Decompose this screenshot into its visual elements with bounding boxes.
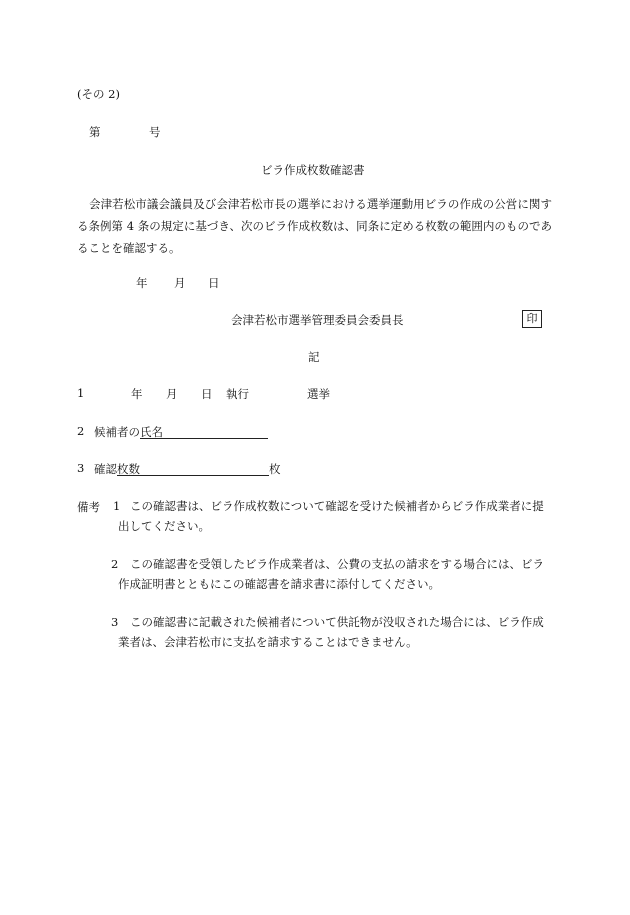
item2-number: 2 — [77, 424, 85, 438]
date-year: 年 — [136, 276, 148, 290]
note2-number: 2 — [111, 557, 119, 571]
item3-unit: 枚 — [269, 462, 281, 476]
date-month: 月 — [174, 276, 186, 290]
item1-year: 年 — [131, 387, 143, 401]
item2-label-underlined: 氏名 — [140, 425, 163, 439]
item3-label-prefix: 確認 — [94, 462, 117, 476]
note2-text: この確認書を受領したビラ作成業者は、公費の支払の請求をする場合には、ビラ作成証明書とともにこの確認書を請求書に添付してください。 — [118, 557, 544, 591]
notes-heading: 備考 — [77, 500, 100, 514]
form-number: (その 2) — [77, 87, 120, 101]
doc-number-prefix: 第 — [89, 125, 101, 139]
item1-held: 執行 — [226, 387, 249, 401]
item2-label-prefix: 候補者の — [94, 425, 140, 439]
item1-month: 月 — [166, 387, 178, 401]
note3-text: この確認書に記載された候補者について供託物が没収された場合には、ビラ作成業者は、会津若松市に支払を請求することはできません。 — [118, 615, 544, 649]
ki-heading: 記 — [308, 350, 320, 364]
signatory: 会津若松市選挙管理委員会委員長 — [231, 313, 404, 327]
document-title: ビラ作成枚数確認書 — [261, 163, 365, 177]
doc-number-suffix: 号 — [149, 125, 161, 139]
note1-number: 1 — [113, 499, 121, 513]
item2-candidate-name-field — [94, 424, 268, 440]
item3-count-field — [94, 461, 281, 477]
count-underline — [117, 461, 269, 476]
item3-label-underlined: 枚数 — [117, 462, 140, 476]
note1-text: この確認書は、ビラ作成枚数について確認を受けた候補者からビラ作成業者に提出してください。 — [118, 499, 544, 533]
item1-day: 日 — [201, 387, 213, 401]
intro-paragraph: 会津若松市議会議員及び会津若松市長の選挙における選挙運動用ビラの作成の公営に関する条例第 4 条の規定に基づき、次のビラ作成枚数は、同条に定める枚数の範囲内のものであることを確認する。 — [77, 197, 552, 255]
item1-election: 選挙 — [307, 387, 330, 401]
note3-number: 3 — [111, 615, 119, 629]
candidate-name-underline — [140, 424, 268, 439]
item1-number: 1 — [77, 386, 85, 400]
seal-box: 印 — [522, 310, 542, 328]
item3-number: 3 — [77, 461, 85, 475]
date-day: 日 — [208, 276, 220, 290]
